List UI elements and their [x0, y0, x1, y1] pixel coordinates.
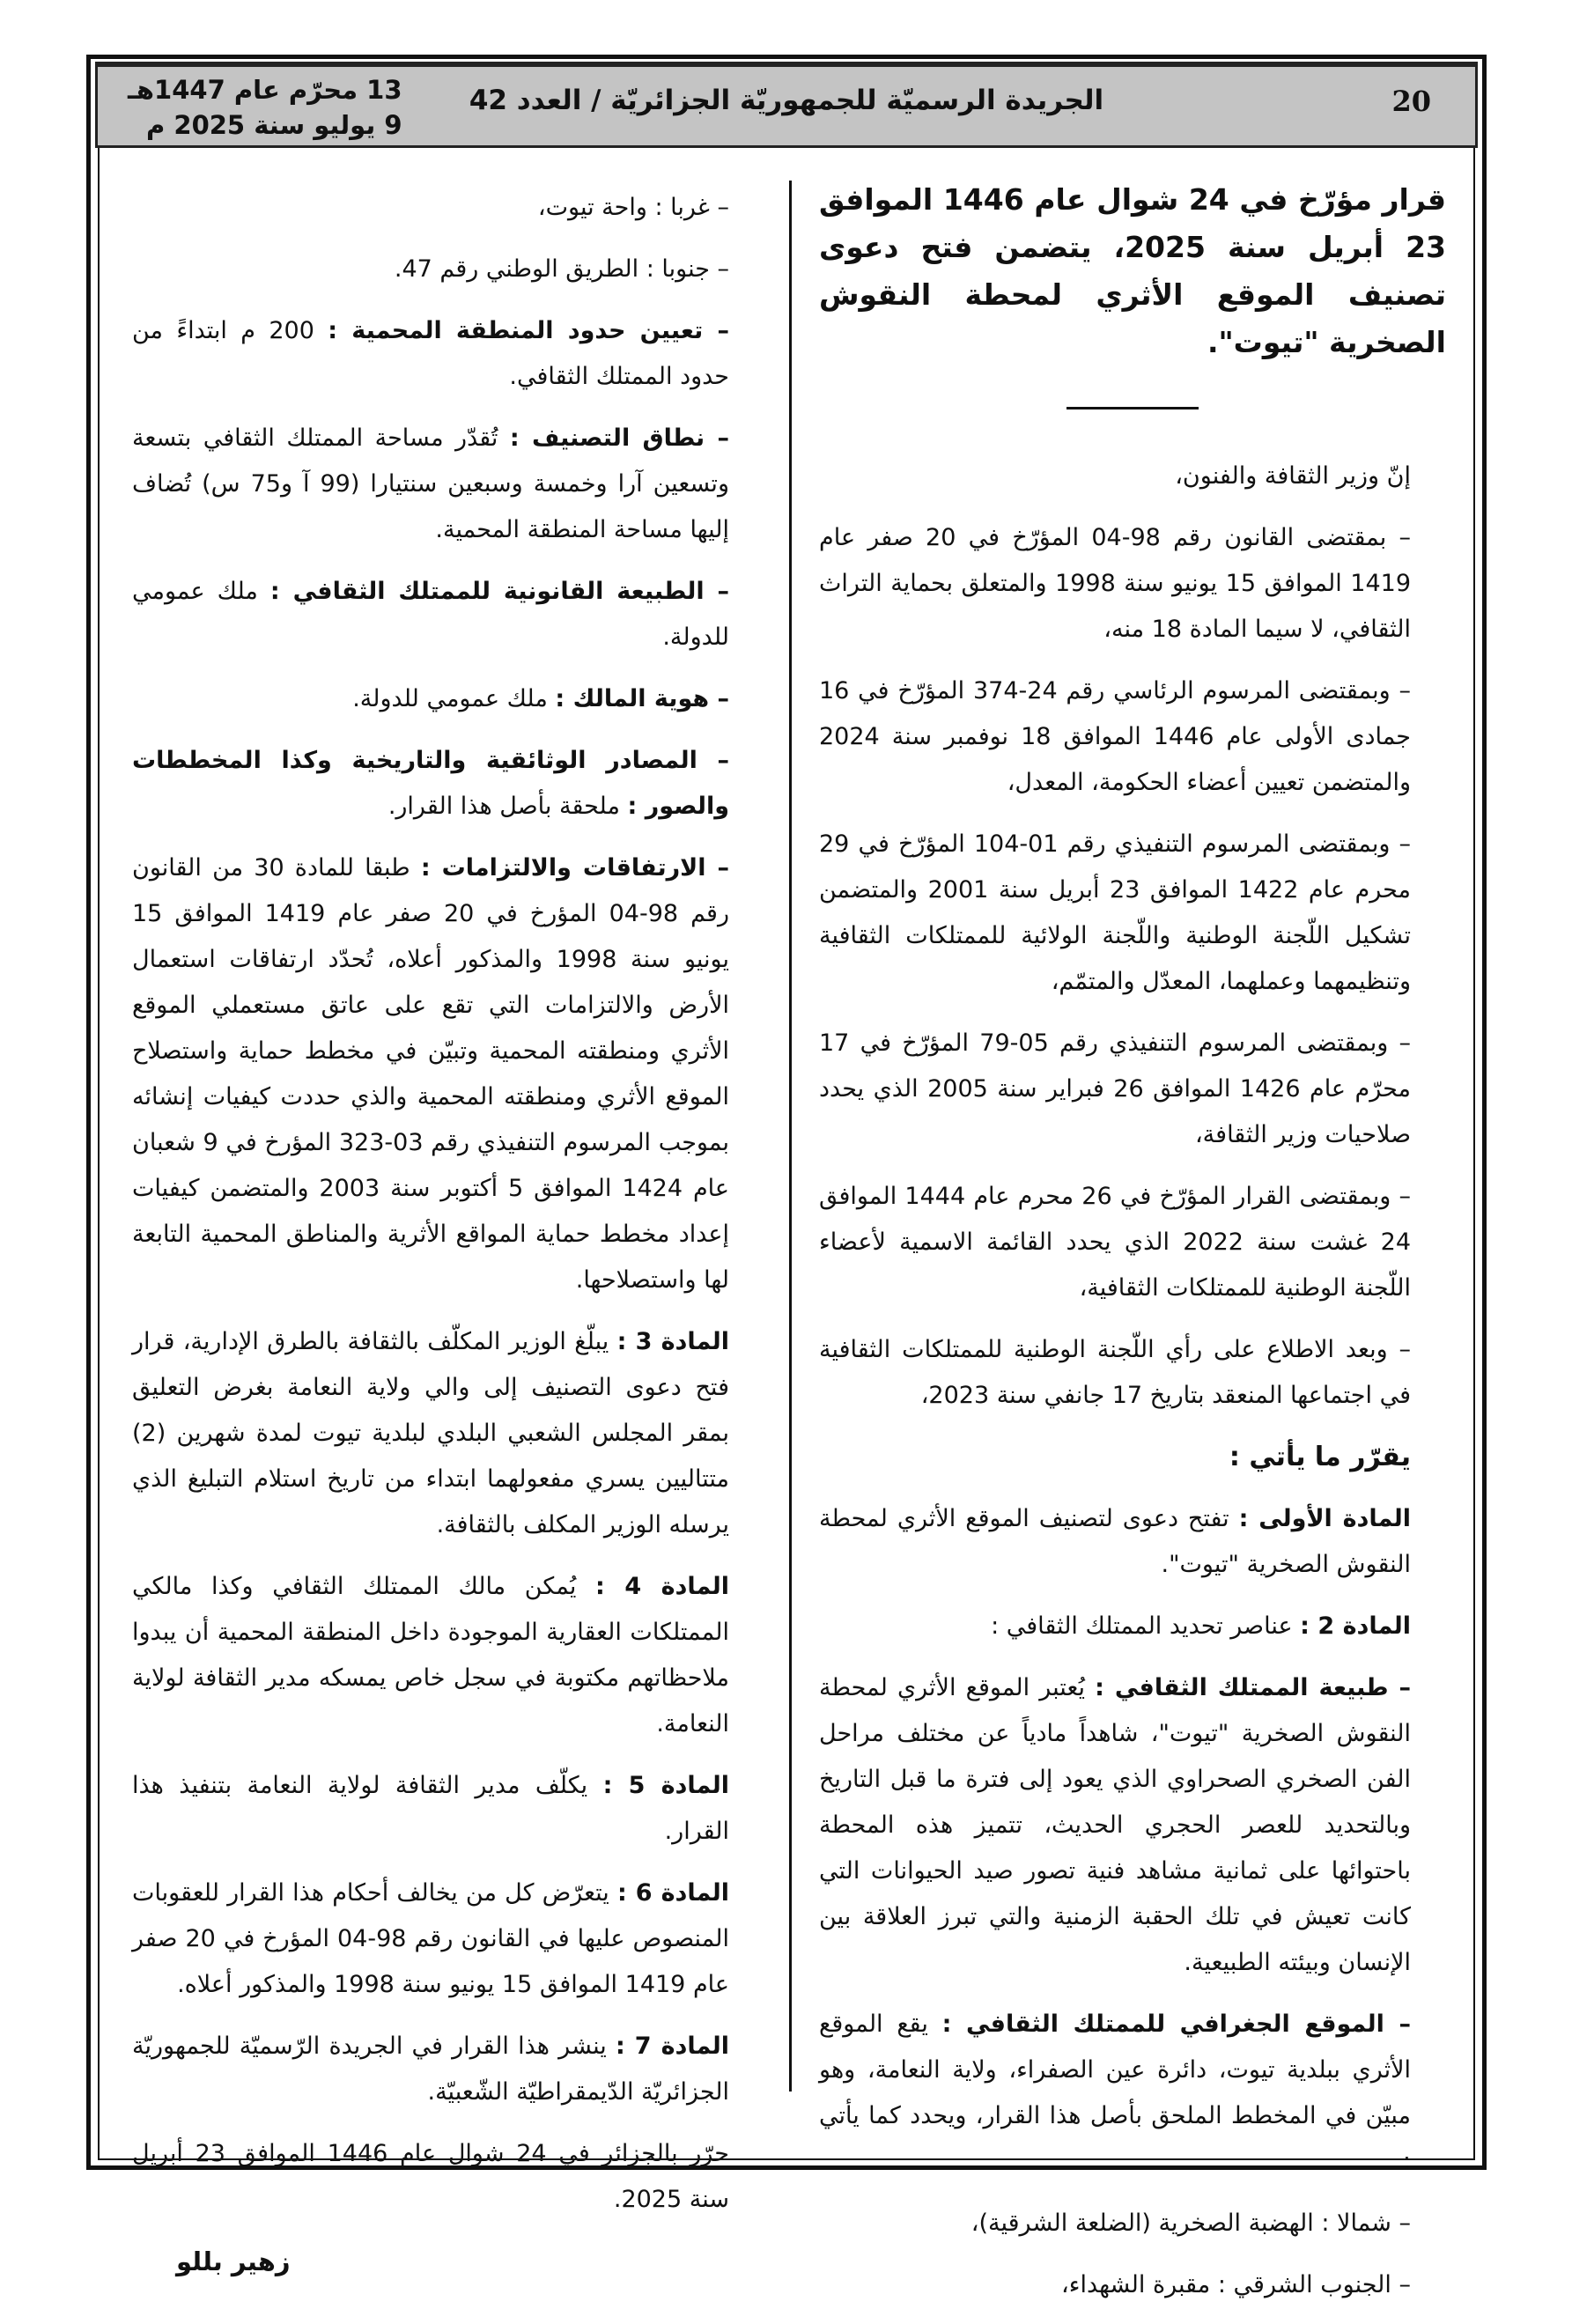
classification-scope [132, 416, 764, 553]
boundary-item: – غربا : واحة تيوت، [537, 194, 729, 221]
article-lead: المادة 5 : [602, 1772, 730, 1799]
article-3 [132, 1319, 764, 1548]
boundary-item: – شمالا : الهضبة الصخرية (الضلعة الشرقية)، [971, 2210, 1411, 2237]
consideration: – وبمقتضى المرسوم الرئاسي رقم 24-374 المؤرّخ في 16 جمادى الأولى عام 1446 الموافق 18 نوفمبر سنة 2024 والمتضمن تعيين أعضاء الحكومة، المعدل، [819, 677, 1411, 796]
property-nature [819, 1665, 1446, 1986]
item-lead: – هوية المالك : [555, 685, 729, 712]
article-text: ينشر هذا القرار في الجريدة الرّسميّة للجمهوريّة الجزائريّة الدّيمقراطيّة الشّعبيّة. [132, 2033, 729, 2106]
item-text: طبقا للمادة 30 من القانون رقم 98-04 المؤرخ في 20 صفر عام 1419 الموافق 15 يونيو سنة 1998 والمذكور أعلاه، تُحدّد ارتفاقات استعمال الأرض والالتزامات التي تقع على عاتق مستعملي الموقع الأثري ومنطقته المحمية وتبيّن في مخطط حماية واستصلاح الموقع الأثري ومنطقته المحمية والذي حددت كيفيات إنشائه بموجب المرسوم التنفيذي رقم 03-323 المؤرخ في 9 شعبان عام 1424 الموافق 5 أكتوبر سنة 2003 والمتضمن كيفيات إعداد مخطط حماية المواقع الأثرية والمناطق المحمية التابعة لها واستصلاحها. [132, 854, 730, 1294]
journal-title: الجريدة الرسميّة للجمهوريّة الجزائريّة / العدد 42 [469, 85, 1104, 116]
page-header [95, 62, 1478, 148]
decides-heading: يقرّر ما يأتي : [1229, 1442, 1411, 1472]
item-lead: – المصادر الوثائقية والتاريخية وكذا المخططات والصور : [132, 747, 729, 820]
item-lead: – طبيعة الممتلك الثقافي : [1095, 1674, 1411, 1701]
article-text: يتعرّض كل من يخالف أحكام هذا القرار للعقوبات المنصوص عليها في القانون رقم 98-04 المؤرخ في 20 صفر عام 1419 الموافق 15 يونيو سنة 1998 والمذكور أعلاه. [132, 1879, 729, 1998]
item-text: يُعتبر الموقع الأثري لمحطة النقوش الصخرية "تيوت"، شاهداً مادياً عن مختلف مراحل الفن الصخري الصحراوي الذي يعود إلى فترة ما قبل التاريخ وبالتحديد للعصر الحجري الحديث، تتميز هذه المحطة باحتوائها على ثمانية مشاهد فنية تصور صيد الحيوانات التي كانت تعيش في تلك الحقبة الزمنية والتي تبرز العلاقة بين الإنسان وبيئته الطبيعية. [819, 1674, 1411, 1976]
article-lead: المادة 4 : [595, 1573, 730, 1600]
item-text: ملك عمومي للدولة. [132, 578, 729, 651]
easements [132, 845, 764, 1303]
article-lead: المادة 2 : [1300, 1612, 1411, 1640]
opening-line: إنّ وزير الثقافة والفنون، [1175, 462, 1411, 490]
item-lead: – نطاق التصنيف : [509, 424, 729, 452]
article-lead: المادة 7 : [615, 2033, 729, 2060]
issue-date [128, 72, 402, 143]
article-text: يُمكن مالك الممتلك الثقافي وكذا مالكي الممتلكات العقارية الموجودة داخل المنطقة المحمية أن يبدوا ملاحظاتهم مكتوبة في سجل خاص يمسكه مدير الثقافة لولاية النعامة. [132, 1573, 729, 1737]
left-column [132, 185, 764, 2300]
article-5 [132, 1763, 764, 1855]
documentary-sources [132, 738, 764, 830]
right-column [819, 176, 1446, 2324]
article-6 [132, 1870, 764, 2008]
consideration: – وبمقتضى المرسوم التنفيذي رقم 05-79 المؤرّخ في 17 محرّم عام 1426 الموافق 26 فبراير سنة 2005 الذي يحدد صلاحيات وزير الثقافة، [819, 1029, 1411, 1148]
legal-nature [132, 569, 764, 660]
title-separator [1066, 407, 1199, 409]
article-4 [132, 1564, 764, 1747]
article-text: تفتح دعوى لتصنيف الموقع الأثري لمحطة النقوش الصخرية "تيوت". [819, 1505, 1411, 1578]
column-divider [789, 181, 792, 2092]
item-lead: – الطبيعة القانونية للممتلك الثقافي : [269, 578, 729, 605]
consideration: – وبمقتضى المرسوم التنفيذي رقم 01-104 المؤرّخ في 29 محرم عام 1422 الموافق 23 أبريل سنة 2001 والمتضمن تشكيل اللّجنة الوطنية واللّجنة الولائية للممتلكات الثقافية وتنظيمهما وعملهما، المعدّل والمتمّم، [819, 830, 1411, 995]
article-lead: المادة 3 : [616, 1328, 730, 1355]
item-lead: – الموقع الجغرافي للممتلك الثقافي : [941, 2010, 1411, 2038]
article-7 [132, 2024, 764, 2115]
consideration: – وبعد الاطلاع على رأي اللّجنة الوطنية للممتلكات الثقافية في اجتماعها المنعقد بتاريخ 17 جانفي سنة 2023، [819, 1336, 1411, 1409]
hijri-date: 13 محرّم عام 1447هـ [128, 75, 402, 105]
article-1 [819, 1496, 1446, 1588]
article-lead: المادة 6 : [617, 1879, 730, 1907]
owner-identity [132, 676, 764, 722]
article-text: عناصر تحديد الممتلك الثقافي : [991, 1612, 1301, 1640]
consideration: – وبمقتضى القرار المؤرّخ في 26 محرم عام 1444 الموافق 24 غشت سنة 2022 الذي يحدد القائمة الاسمية لأعضاء اللّجنة الوطنية للممتلكات الثقافية، [819, 1183, 1412, 1302]
decree-title: قرار مؤرّخ في 24 شوال عام 1446 الموافق 23 أبريل سنة 2025، يتضمن فتح دعوى تصنيف الموقع الأثري لمحطة النقوش الصخرية "تيوت". [819, 182, 1447, 359]
item-text: تُقدّر مساحة الممتلك الثقافي بتسعة وتسعين آرا وخمسة وسبعين سنتيارا (99 آ و75 س) تُضاف إليها مساحة المنطقة المحمية. [132, 424, 729, 543]
page-number: 20 [1391, 85, 1431, 118]
closing-line: حرّر بالجزائر في 24 شوال عام 1446 الموافق 23 أبريل سنة 2025. [132, 2140, 729, 2213]
item-lead: – الارتفاقات والالتزامات : [420, 854, 729, 882]
gregorian-date: 9 يوليو سنة 2025 م [146, 110, 402, 140]
consideration: – بمقتضى القانون رقم 98-04 المؤرّخ في 20 صفر عام 1419 الموافق 15 يونيو سنة 1998 والمتعلق بحماية التراث الثقافي، لا سيما المادة 18 منه، [819, 524, 1411, 643]
item-lead: – تعيين حدود المنطقة المحمية : [328, 317, 729, 344]
article-2 [819, 1604, 1446, 1649]
signature: زهير بللو [176, 2247, 291, 2276]
boundary-item: – الجنوب الشرقي : مقبرة الشهداء، [1061, 2271, 1411, 2298]
boundary-item: – جنوبا : الطريق الوطني رقم 47. [394, 255, 729, 283]
article-text: يكلّف مدير الثقافة لولاية النعامة بتنفيذ هذا القرار. [132, 1772, 729, 1845]
article-text: يبلّغ الوزير المكلّف بالثقافة بالطرق الإدارية، قرار فتح دعوى التصنيف إلى والي ولاية النعامة بغرض التعليق بمقر المجلس الشعبي البلدي لبلدية تيوت لمدة شهرين (2) متتاليين يسري مفعولهما ابتداء من تاريخ استلام التبليغ الذي يرسله الوزير المكلف بالثقافة. [132, 1328, 729, 1538]
property-location [819, 2002, 1446, 2185]
protected-zone [132, 308, 764, 400]
item-text: ملك عمومي للدولة. [352, 685, 556, 712]
item-text: يقع الموقع الأثري ببلدية تيوت، دائرة عين الصفراء، ولاية النعامة، وهو مبيّن في المخطط الملحق بأصل هذا القرار، ويحدد كما يأتي : [819, 2010, 1411, 2175]
article-lead: المادة الأولى : [1238, 1505, 1412, 1532]
item-text: 200 م ابتداءً من حدود الممتلك الثقافي. [132, 317, 729, 390]
item-text: ملحقة بأصل هذا القرار. [387, 793, 628, 820]
